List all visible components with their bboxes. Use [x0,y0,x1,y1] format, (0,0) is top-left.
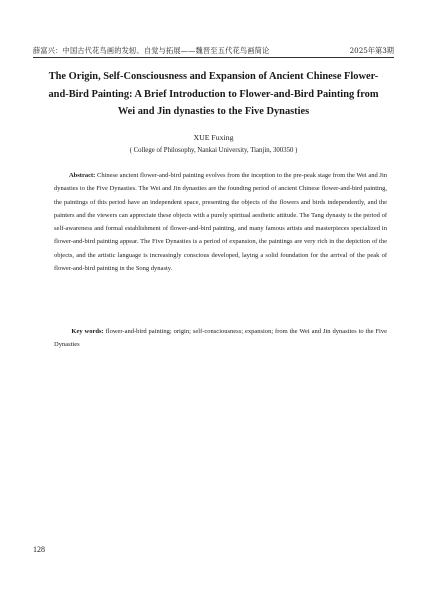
running-title: 薛富兴：中国古代花鸟画的发轫、自觉与拓展——魏晋至五代花鸟画简论 [33,46,270,55]
keywords-text: flower-and-bird painting; origin; self-consciousness; expansion; from the Wei and Jin dynasties to the Five Dynasties [54,328,387,349]
abstract-block [54,169,387,275]
running-header [33,46,394,56]
abstract-paragraph [54,169,387,275]
abstract-label: Abstract: [68,172,96,179]
author-affiliation: ( College of Philosophy, Nankai University, Tianjin, 300350 ) [129,147,298,154]
article-title: The Origin, Self-Consciousness and Expansion of Ancient Chinese Flower-and-Bird Painting: A Brief Introduction to Flower-and-Bird Painting from Wei and Jin dynasties to the Five Dynasties [48,71,379,117]
abstract-text: Chinese ancient flower-and-bird painting evolves from the inception to the pre-peak stage from the Wei and Jin dynasties to the Five Dynasties. The Wei and Jin dynasties are the founding period of ancient Chinese flower-and-bird painting, the paintings of this period have an independent space, presenting the objects of the flowers and birds independently, and the painters and the viewers can appreciate these objects with a purely spiritual aesthetic attitude. The Tang dynasty is the period of self-awareness and formal establishment of flower-and-bird painting, and many famous artists and masterpieces specialized in flower-and-bird painting appear. The Five Dynasties is a period of expansion, the paintings are very rich in the depiction of the objects, and the artistic language is increasingly conscious developed, laying a solid foundation for the arrival of the peak of flower-and-bird painting in the Song dynasty. [54,172,388,273]
keywords-paragraph [54,325,387,352]
keywords-block [54,325,387,352]
header-rule [33,57,394,58]
keywords-label: Key words: [71,328,104,335]
page-number: 128 [33,545,45,554]
issue-number: 2025年第3期 [349,46,394,55]
article-author: XUE Fuxing [193,133,234,142]
